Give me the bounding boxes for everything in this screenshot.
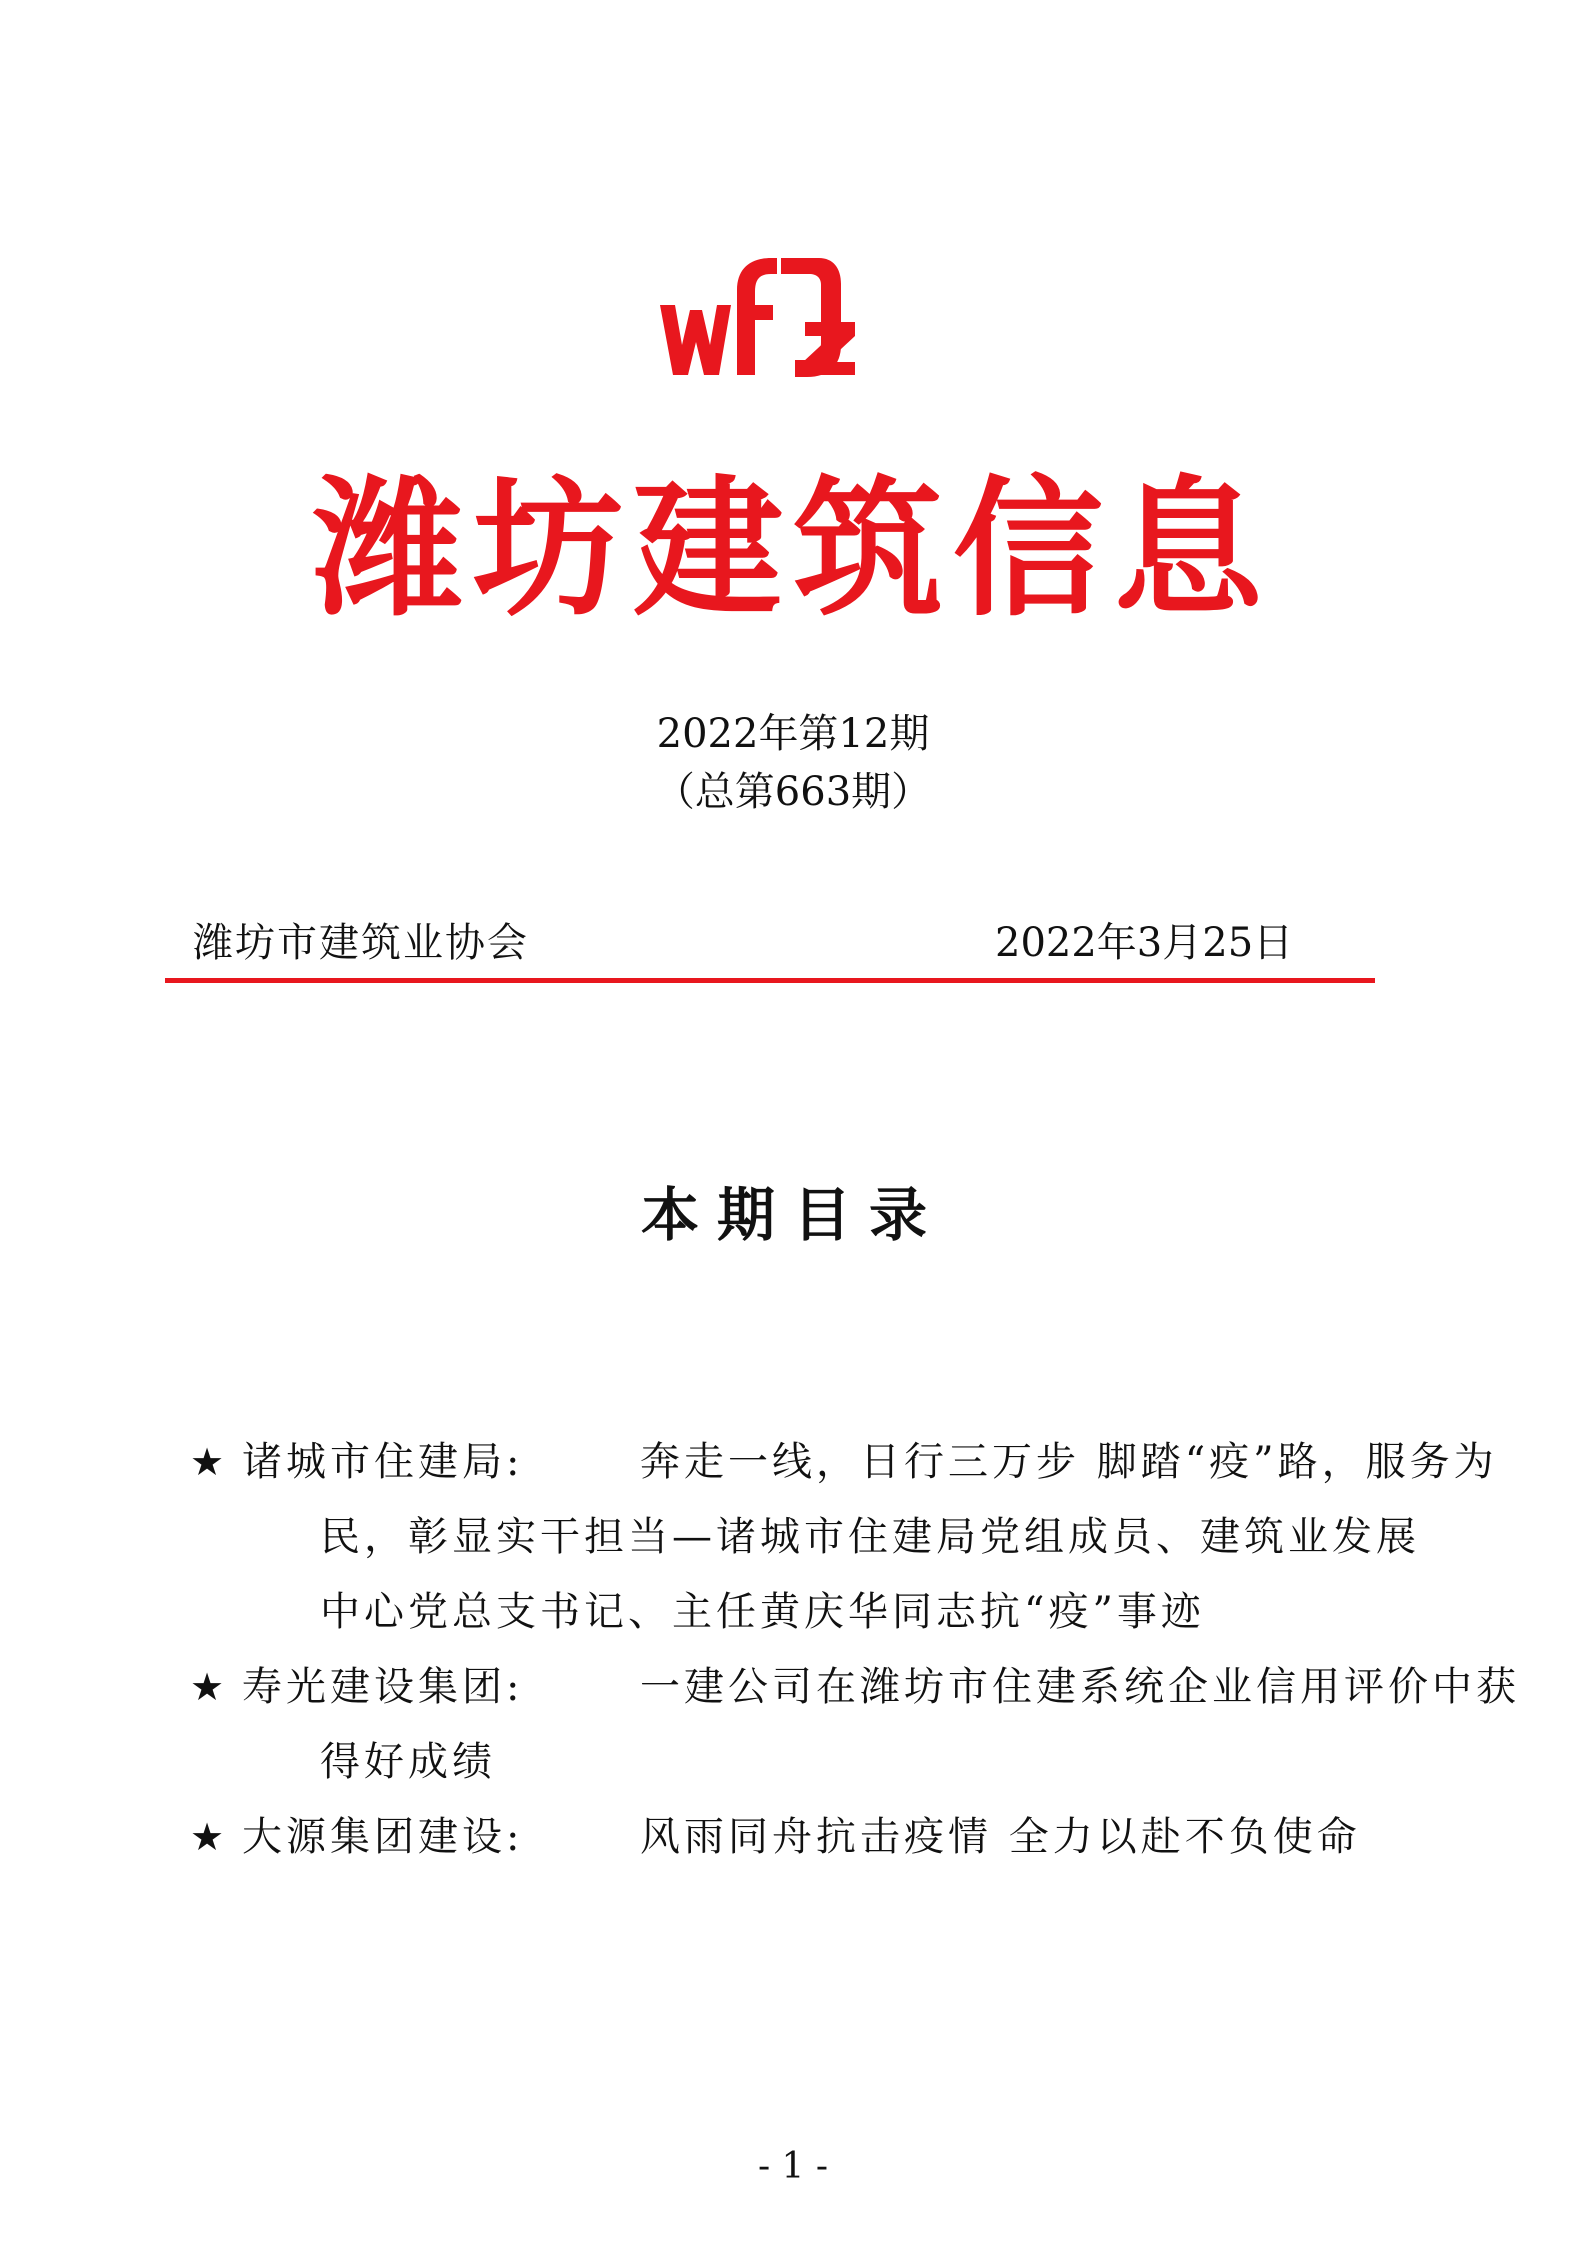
toc-item[interactable] — [190, 1425, 1498, 1650]
star-icon: ★ — [190, 1440, 229, 1484]
toc-item-source: 诸城市住建局: — [242, 1439, 524, 1485]
toc-item-source: 寿光建设集团: — [242, 1664, 524, 1710]
issue-total-number: （总第663期） — [654, 769, 932, 815]
page-number: - 1 - — [757, 2146, 829, 2187]
issue-number: 2022年第12期 — [656, 711, 930, 757]
toc-item-line: 一建公司在潍坊市住建系统企业信用评价中获 — [640, 1664, 1520, 1710]
star-icon: ★ — [190, 1665, 229, 1709]
toc-item-line: 风雨同舟抗击疫情 全力以赴不负使命 — [640, 1814, 1361, 1860]
header-divider — [165, 978, 1375, 983]
publish-date: 2022年3月25日 — [995, 920, 1294, 966]
wfjz-logo — [655, 250, 860, 380]
toc-item-line: 中心党总支书记、主任黄庆华同志抗“疫”事迹 — [320, 1589, 1205, 1635]
masthead-title: 潍坊建筑信息 — [312, 463, 1273, 637]
publisher-name: 潍坊市建筑业协会 — [193, 920, 529, 966]
wfjz-logo-mark — [660, 258, 855, 377]
toc-item-line: 得好成绩 — [320, 1739, 496, 1785]
table-of-contents — [190, 1425, 1520, 1875]
toc-title: 本期目录 — [640, 1181, 945, 1249]
toc-item-line: 民，彰显实干担当—诸城市住建局党组成员、建筑业发展 — [320, 1514, 1420, 1560]
toc-item-line: 奔走一线，日行三万步 脚踏“疫”路，服务为 — [640, 1439, 1498, 1485]
star-icon: ★ — [190, 1815, 229, 1859]
toc-item[interactable] — [190, 1800, 1420, 1875]
toc-item[interactable] — [190, 1650, 1520, 1800]
toc-item-source: 大源集团建设: — [242, 1814, 524, 1860]
